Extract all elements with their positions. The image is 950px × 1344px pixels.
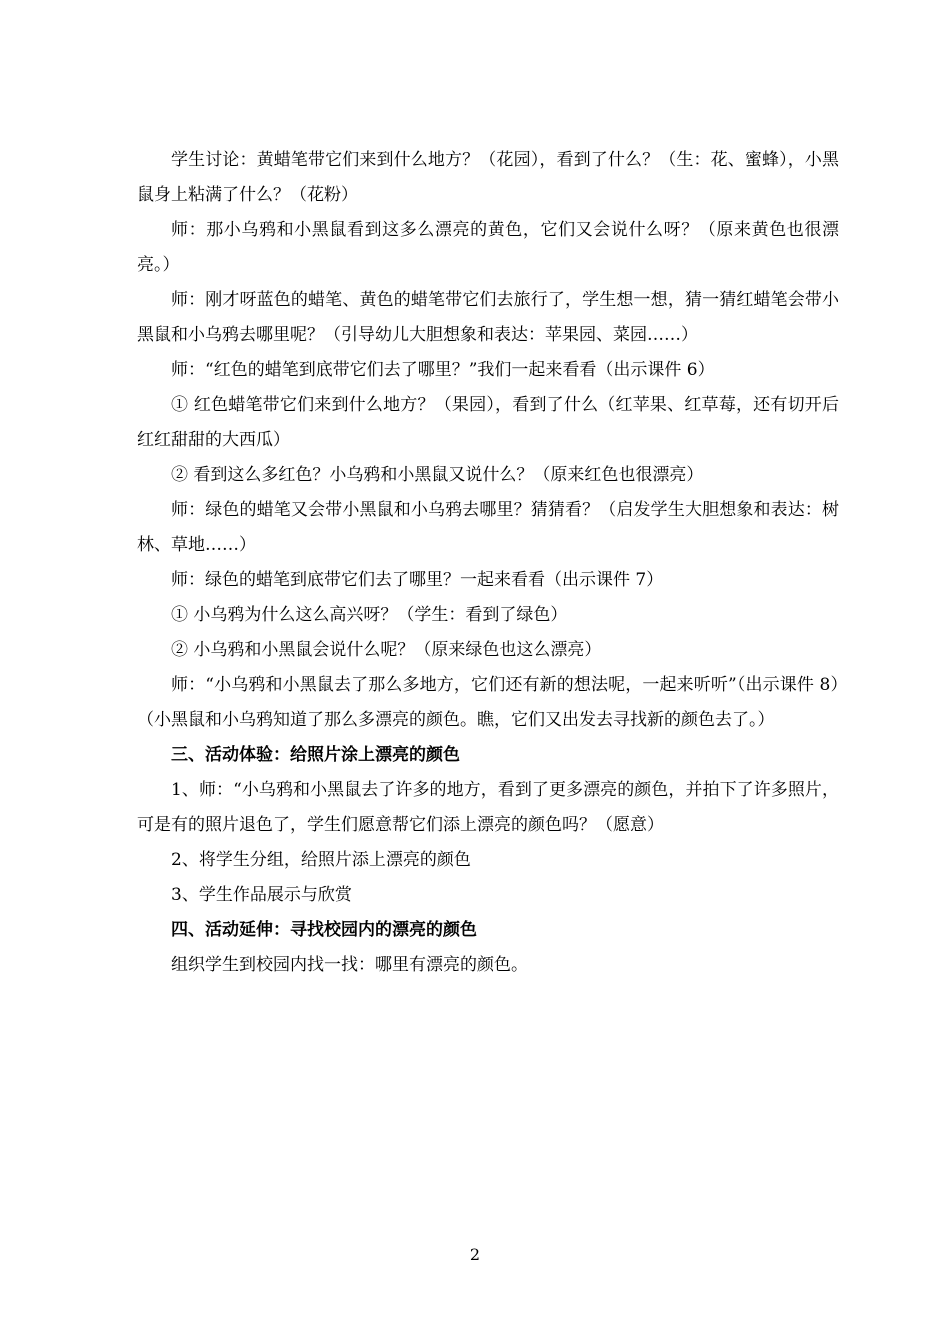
paragraph-student-discussion: 学生讨论：黄蜡笔带它们来到什么地方？（花园），看到了什么？（生：花、蜜蜂），小黑鼠身上粘满了什么？（花粉） (137, 150, 839, 205)
paragraph-step-2: 2、将学生分组，给照片添上漂亮的颜色 (171, 850, 471, 870)
paragraph-teacher-green-courseware: 师：绿色的蜡笔到底带它们去了哪里？一起来看看（出示课件 7） (171, 570, 664, 590)
paragraph-teacher-guess-red: 师：刚才呀蓝色的蜡笔、黄色的蜡笔带它们去旅行了，学生想一想，猜一猜红蜡笔会带小黑鼠和小乌鸦去哪里呢？（引导幼儿大胆想象和表达：苹果园、菜园……） (137, 290, 839, 345)
paragraph-red-item-1: ① 红色蜡笔带它们来到什么地方？（果园），看到了什么（红苹果、红草莓，还有切开后红红甜甜的大西瓜） (137, 395, 839, 450)
page-number: 2 (469, 1245, 481, 1264)
section-heading-activity-extension: 四、活动延伸：寻找校园内的漂亮的颜色 (171, 920, 477, 940)
paragraph-red-item-2: ② 看到这么多红色？小乌鸦和小黑鼠又说什么？（原来红色也很漂亮） (171, 465, 704, 485)
paragraph-green-item-1: ① 小乌鸦为什么这么高兴呀？（学生：看到了绿色） (171, 605, 568, 625)
paragraph-teacher-yellow: 师：那小乌鸦和小黑鼠看到这多么漂亮的黄色，它们又会说什么呀？（原来黄色也很漂亮。） (137, 220, 839, 275)
paragraph-green-item-2: ② 小乌鸦和小黑鼠会说什么呢？（原来绿色也这么漂亮） (171, 640, 602, 660)
paragraph-teacher-new-ideas: 师：“小乌鸦和小黑鼠去了那么多地方，它们还有新的想法呢，一起来听听”（出示课件 8）（小黑鼠和小乌鸦知道了那么多漂亮的颜色。瞧，它们又出发去寻找新的颜色去了。） (137, 675, 839, 730)
paragraph-step-3: 3、学生作品展示与欣赏 (171, 885, 352, 905)
paragraph-step-1: 1、师：“小乌鸦和小黑鼠去了许多的地方，看到了更多漂亮的颜色，并拍下了许多照片，可是有的照片退色了，学生们愿意帮它们添上漂亮的颜色吗？（愿意） (137, 780, 839, 835)
paragraph-teacher-guess-green: 师：绿色的蜡笔又会带小黑鼠和小乌鸦去哪里？猜猜看？（启发学生大胆想象和表达：树林、草地……） (137, 500, 839, 555)
document-body (137, 143, 839, 983)
section-heading-activity-experience: 三、活动体验：给照片涂上漂亮的颜色 (171, 745, 460, 765)
paragraph-teacher-red-courseware: 师：“红色的蜡笔到底带它们去了哪里？”我们一起来看看（出示课件 6） (171, 360, 715, 380)
paragraph-extension-task: 组织学生到校园内找一找：哪里有漂亮的颜色。 (171, 955, 528, 975)
